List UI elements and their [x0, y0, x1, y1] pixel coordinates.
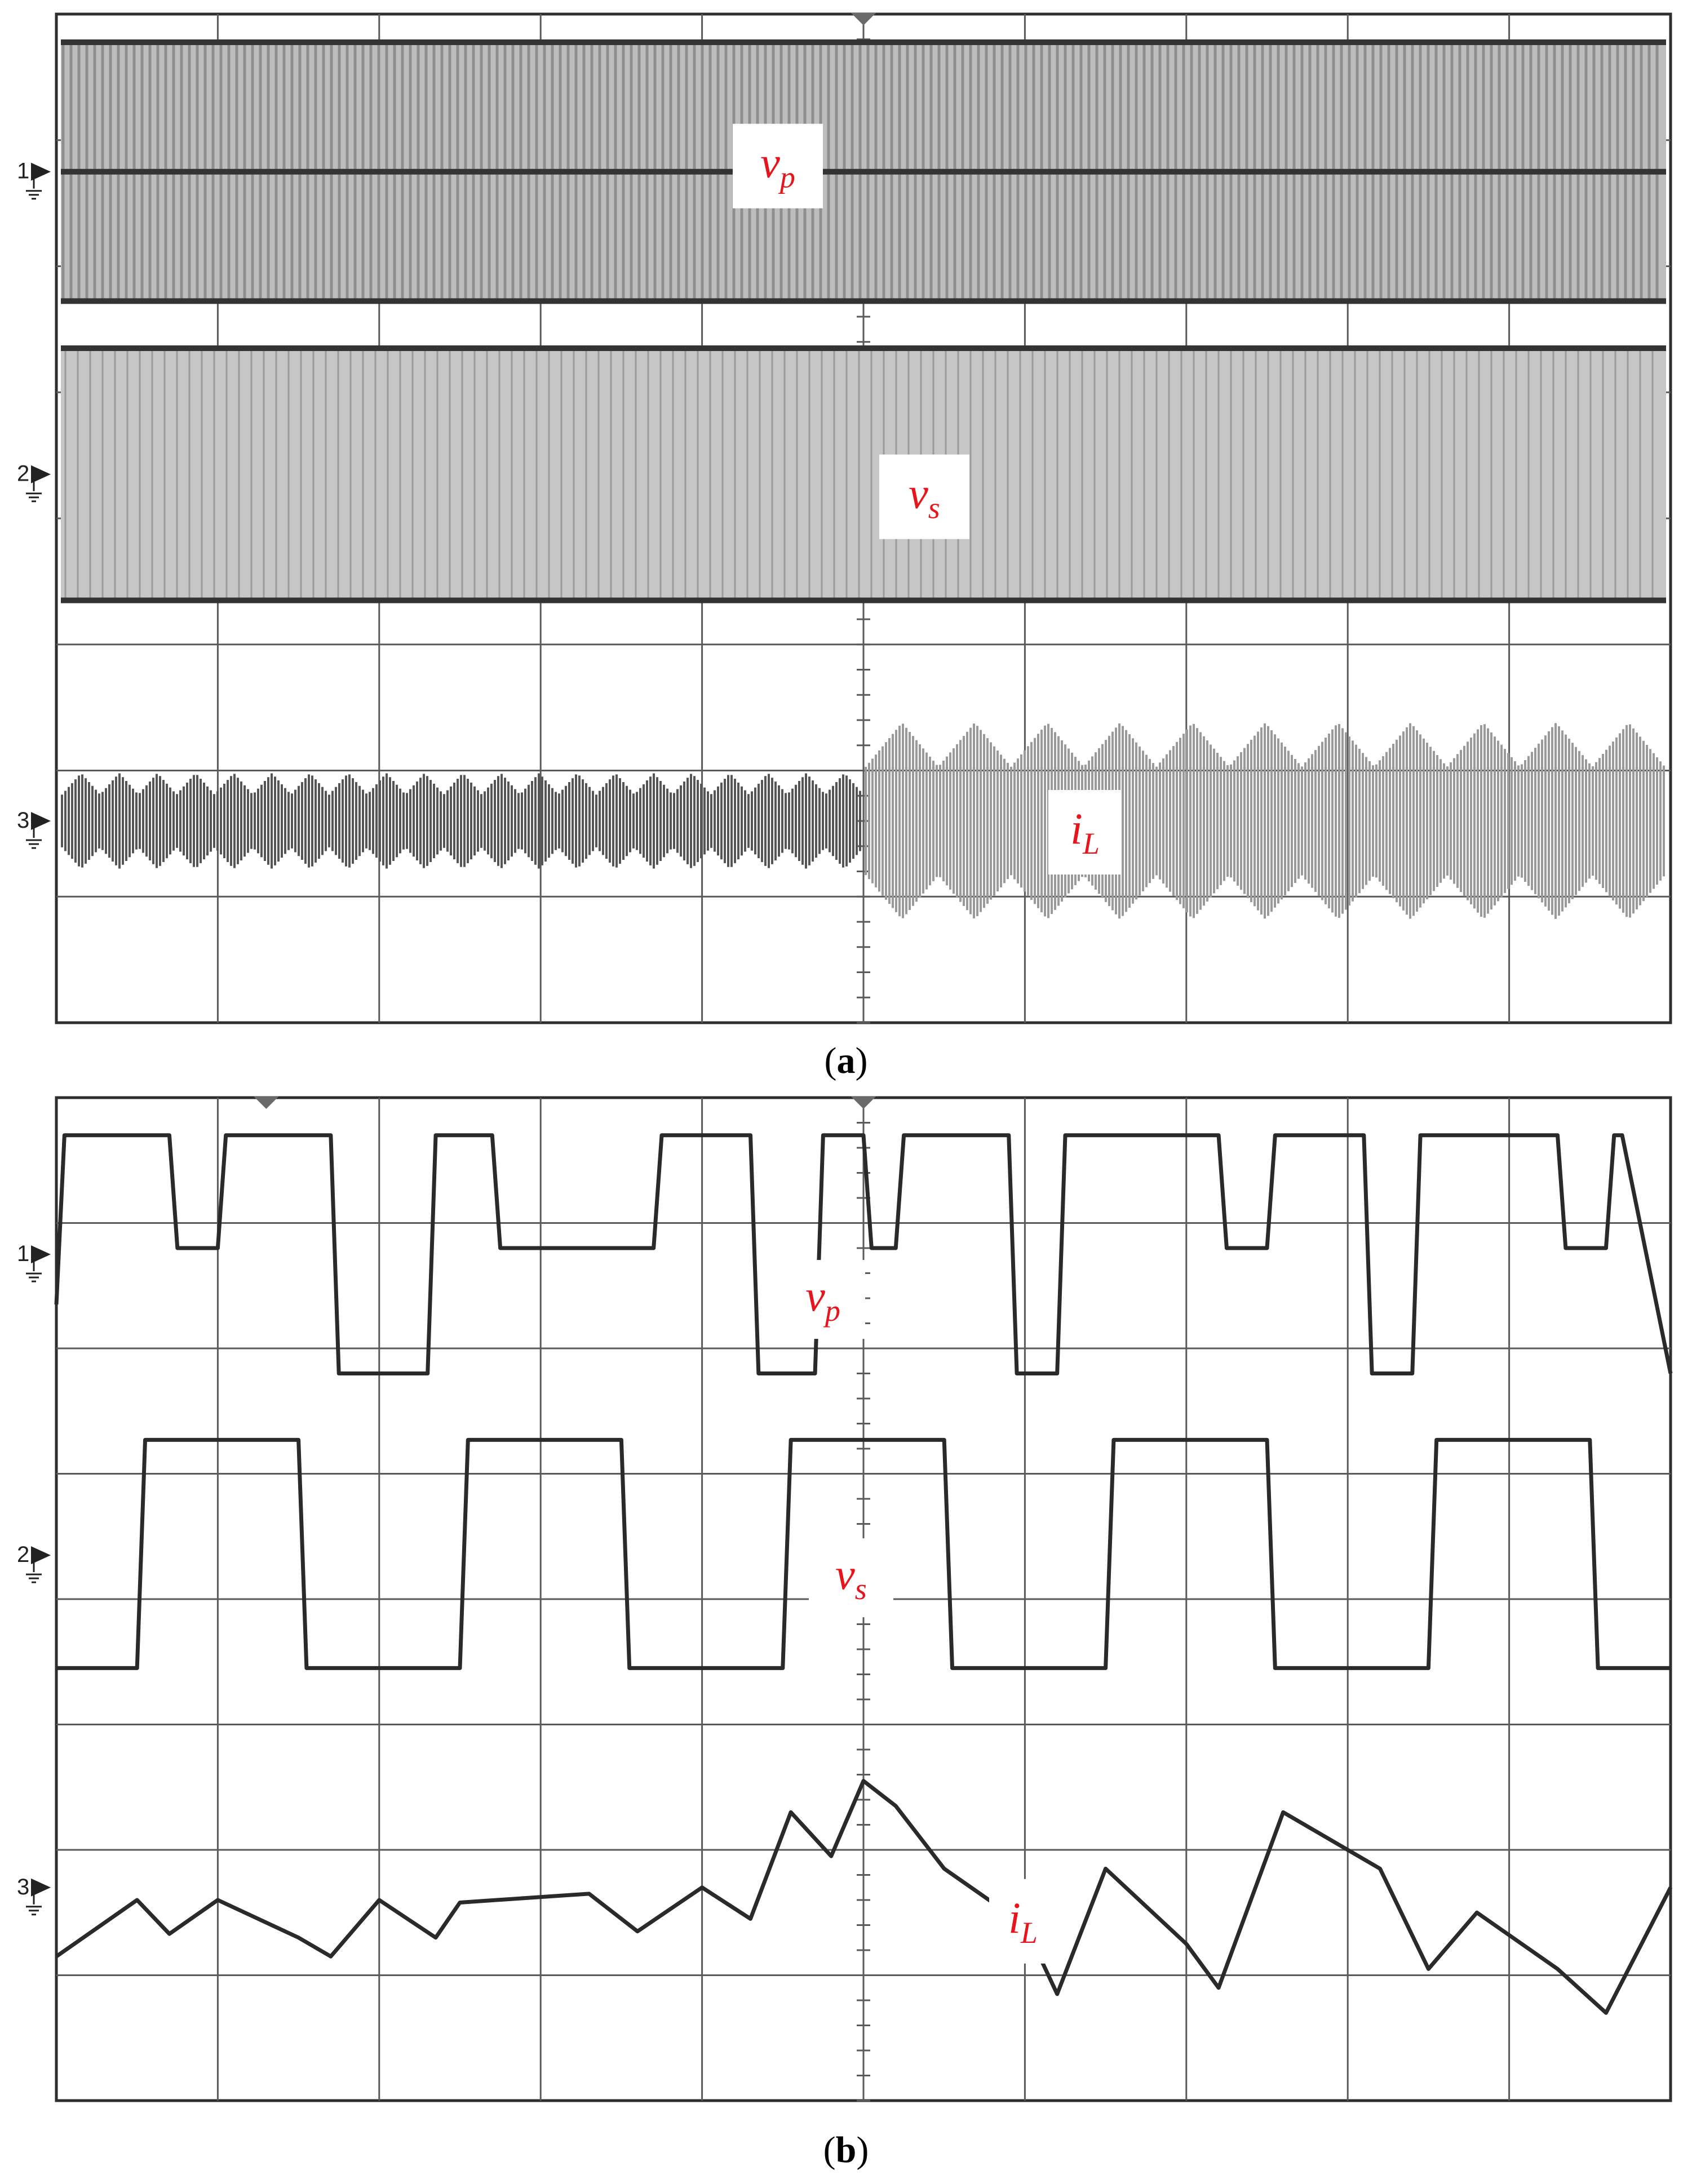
label-subscript: L — [1020, 1915, 1038, 1950]
label-symbol: v — [835, 1550, 855, 1599]
caption-letter-b: b — [835, 2129, 857, 2170]
panel-a — [17, 13, 1671, 1023]
channel-marker-1 — [17, 1241, 51, 1281]
channel-number-2: 2 — [17, 461, 30, 486]
label-v_s — [809, 1538, 893, 1617]
caption-b: (b) — [823, 2129, 869, 2170]
label-symbol: v — [805, 1271, 825, 1321]
trace-i_L-before — [62, 773, 860, 868]
label-subscript: p — [779, 160, 795, 194]
channel-number-2: 2 — [17, 1542, 30, 1568]
label-subscript: p — [825, 1294, 840, 1328]
channel-marker-3 — [17, 1875, 51, 1915]
label-subscript: s — [854, 1572, 867, 1606]
label-symbol: i — [1070, 804, 1083, 853]
label-v_s — [879, 455, 969, 539]
trigger-marker-icon — [254, 1097, 278, 1109]
channel-marker-3 — [17, 808, 51, 848]
channel-number-3: 3 — [17, 808, 30, 833]
label-symbol: v — [760, 137, 780, 187]
channel-number-3: 3 — [17, 1874, 30, 1899]
channel-marker-2 — [17, 1542, 51, 1582]
caption-letter-a: a — [836, 1040, 856, 1081]
label-subscript: s — [928, 491, 940, 525]
label-v_p — [781, 1260, 865, 1339]
channel-number-1: 1 — [17, 1241, 30, 1267]
label-v_p — [733, 124, 823, 208]
trigger-marker-icon — [851, 1097, 876, 1109]
channel-marker-2 — [17, 461, 51, 501]
panel-b — [17, 1097, 1671, 2101]
channel-marker-1 — [17, 159, 51, 199]
trigger-marker-icon — [851, 13, 876, 25]
label-i_L — [1048, 790, 1122, 875]
caption-a: (a) — [824, 1040, 868, 1081]
label-subscript: L — [1082, 827, 1100, 860]
label-symbol: v — [909, 468, 928, 518]
label-i_L — [989, 1879, 1057, 1964]
channel-number-1: 1 — [17, 158, 30, 184]
label-symbol: i — [1008, 1893, 1021, 1942]
trace-i_L-after — [866, 723, 1664, 918]
